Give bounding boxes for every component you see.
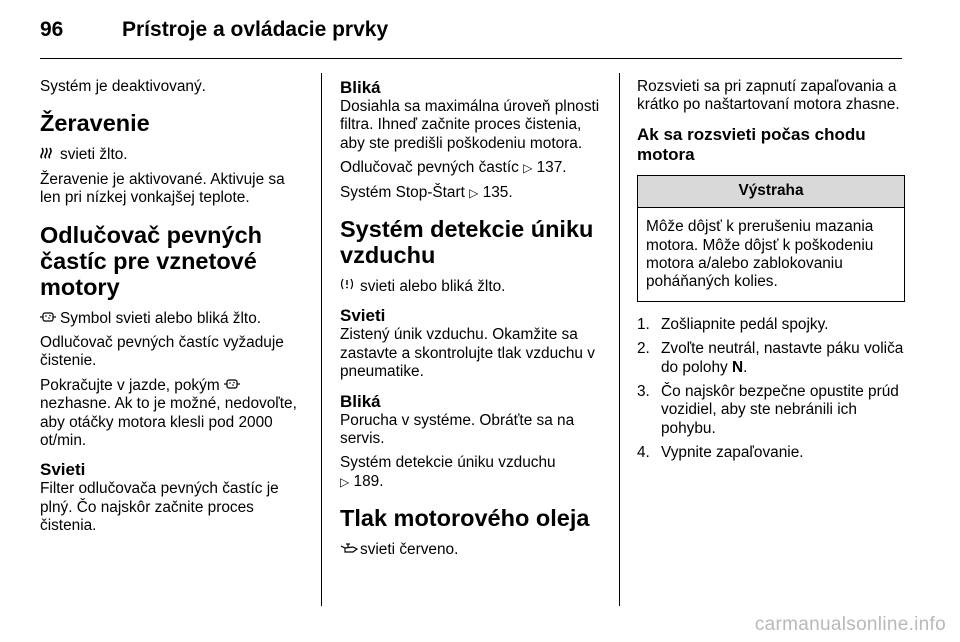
warning-box — [637, 175, 905, 302]
air-heading: Systém detekcie úniku vzduchu — [340, 216, 594, 269]
dpf-blika-text: Dosiahla sa maximálna úroveň plnosti filtra. Ihneď začnite proces čistenia, aby ste predišli poškodeniu motora. — [340, 98, 600, 152]
page-header — [40, 18, 388, 48]
page-number: 96 — [40, 18, 64, 41]
list-item: 3. Čo najskôr bezpečne opustite prúd vozidiel, aby ste nebránili ich pohybu. — [637, 383, 899, 437]
oil-running-heading: Ak sa rozsvieti počas chodu motora — [637, 124, 866, 164]
warning-title: Výstraha — [638, 176, 904, 208]
column-3 — [637, 78, 905, 469]
glow-line1: svieti žlto. — [40, 146, 304, 164]
air-blika-text: Porucha v systéme. Obráťte sa na servis. — [340, 411, 575, 448]
reference-stop-start: Systém Stop-Štart ▷ 135. — [340, 183, 513, 201]
reference-air: Systém detekcie úniku vzduchu ▷ 189. — [340, 454, 556, 490]
warning-text: Môže dôjsť k prerušeniu mazania motora. Môže dôjsť k poškodeniu motora a/alebo zablokovaniu poháňaných kolies. — [646, 218, 874, 291]
list-item: 2. Zvoľte neutrál, nastavte páku voliča do polohy N. — [637, 340, 904, 376]
dpf-line3: Pokračujte v jazde, pokým nezhasne. Ak to je možné, nedovoľte, aby otáčky motora klesli pod 2000 ot/min. — [40, 376, 297, 450]
page-title: Prístroje a ovládacie prvky — [122, 18, 389, 41]
air-svieti-text: Zistený únik vzduchu. Okamžite sa zastavte a skontrolujte tlak vzduchu v pneumatike. — [340, 326, 595, 381]
air-svieti-heading: Svieti — [340, 306, 386, 326]
list-item: 1. Zošliapnite pedál spojky. — [637, 315, 829, 333]
column-divider-2 — [619, 73, 620, 606]
oil-line1: svieti červeno. — [340, 541, 606, 559]
page-reference-arrow-icon: ▷ — [469, 185, 479, 200]
glow-line2: Žeravenie je aktivované. Aktivuje sa len pri nízkej vonkajšej teplote. — [40, 170, 285, 207]
dpf-blika-heading: Bliká — [340, 78, 381, 97]
air-line1: svieti alebo bliká žlto. — [340, 278, 606, 296]
header-divider — [40, 58, 902, 59]
oil-intro: Rozsvieti sa pri zapnutí zapaľovania a krátko po naštartovaní motora zhasne. — [637, 78, 900, 114]
dpf-line1: Symbol svieti alebo bliká žlto. — [40, 310, 304, 328]
dpf-svieti-heading: Svieti — [40, 460, 86, 480]
column-2 — [340, 78, 606, 566]
reference-dpf: Odlučovač pevných častíc ▷ 137. — [340, 159, 567, 177]
dpf-line2: Odlučovač pevných častíc vyžaduje čistenie. — [40, 334, 284, 370]
air-blika-heading: Bliká — [340, 391, 381, 411]
page-reference-arrow-icon: ▷ — [523, 161, 533, 176]
steps-list — [637, 316, 905, 463]
glow-heading: Žeravenie — [40, 110, 150, 137]
watermark: carmanualsonline.info — [754, 614, 946, 635]
dpf-svieti-text: Filter odlučovača pevných častíc je plný. Čo najskôr začnite proces čistenia. — [40, 480, 279, 535]
deactivated-text: Systém je deaktivovaný. — [40, 78, 206, 95]
column-1 — [40, 78, 304, 542]
dpf-heading: Odlučovač pevných častíc pre vznetové motory — [40, 221, 263, 300]
diesel-particulate-filter-icon — [40, 310, 60, 328]
page-reference-arrow-icon: ▷ — [340, 474, 350, 489]
glow-plug-icon — [40, 146, 60, 164]
diesel-particulate-filter-icon — [224, 377, 244, 395]
column-divider-1 — [321, 73, 322, 606]
oil-heading: Tlak motorového oleja — [340, 505, 590, 532]
air-leak-icon — [340, 278, 360, 296]
list-item: 4. Vypnite zapaľovanie. — [637, 444, 804, 462]
oil-can-icon — [340, 541, 360, 559]
